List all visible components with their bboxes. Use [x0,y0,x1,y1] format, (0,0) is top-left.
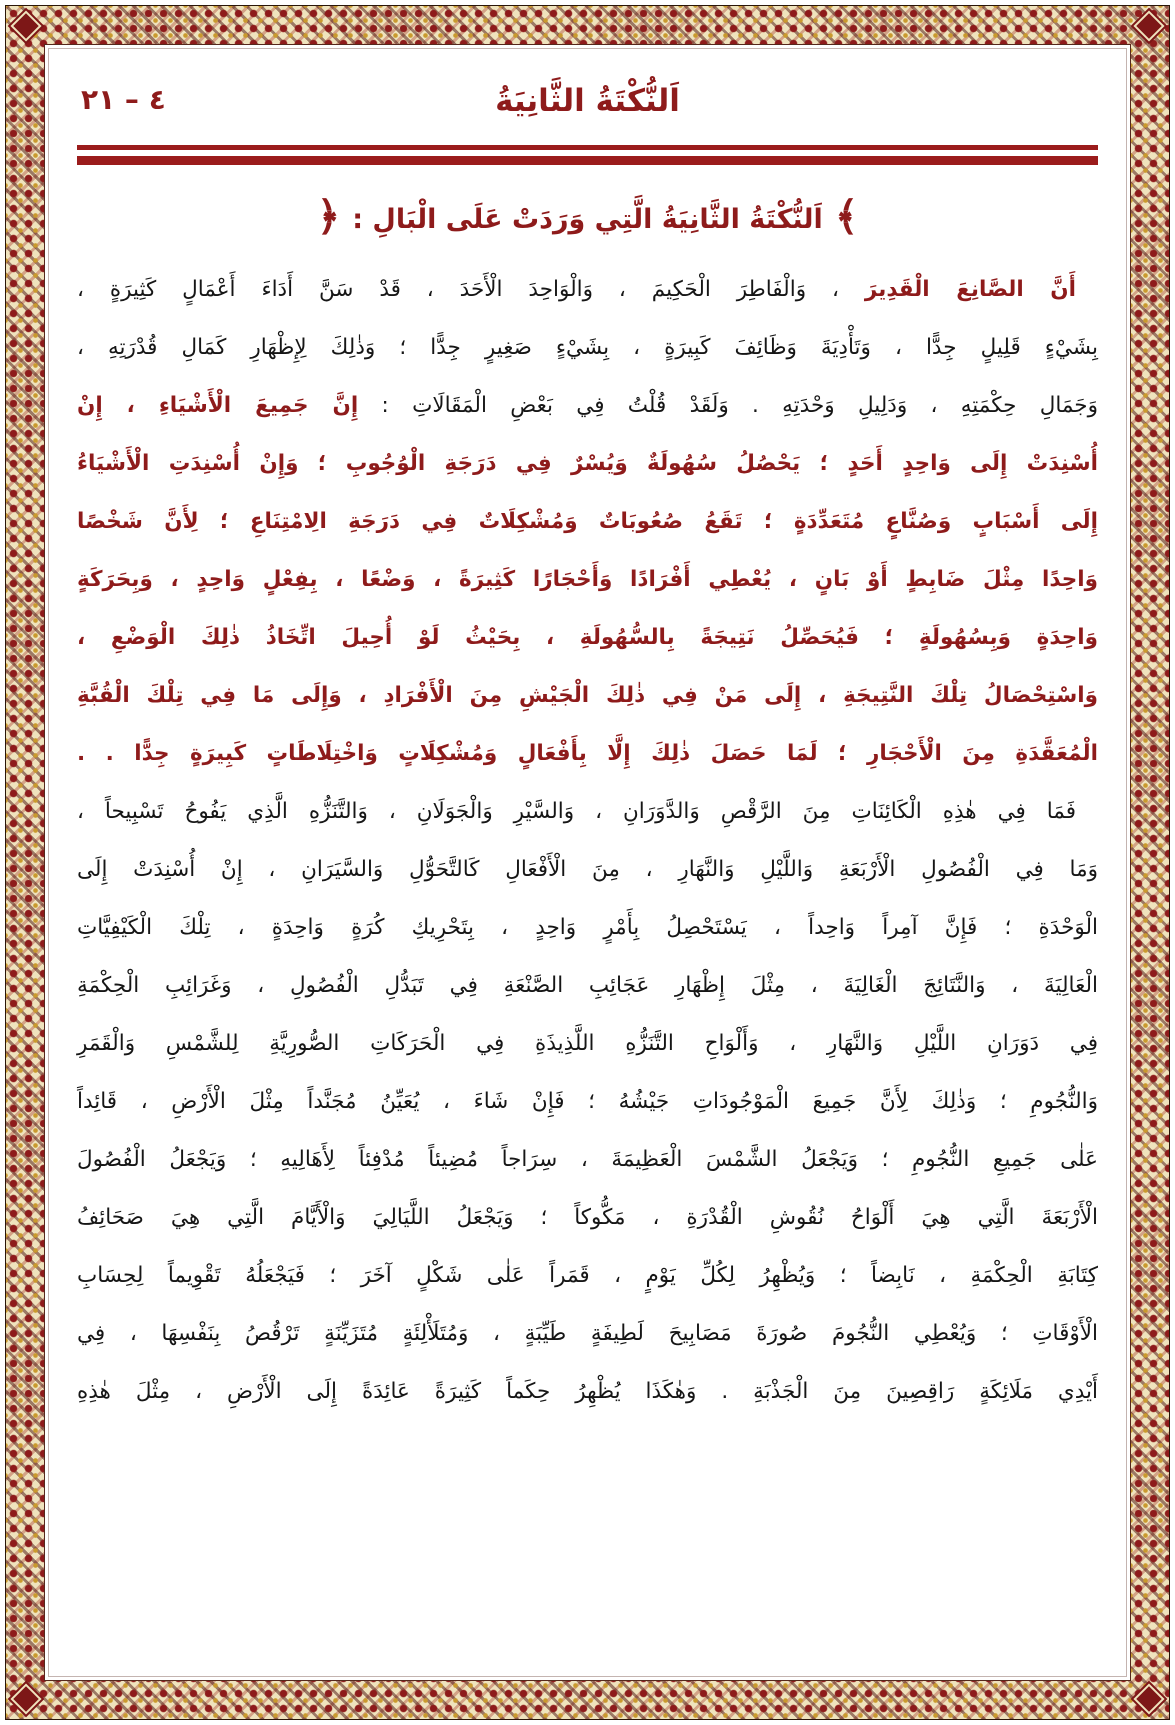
text-line [77,609,1098,667]
text-line [77,957,1098,1015]
text-segment: وَالنُّجُومِ ؛ وَذٰلِكَ لِأَنَّ جَمِيعَ الْمَوْجُودَاتِ جَيْشُهُ ؛ فَإِنْ شَاءَ ، يُعَيِّنُ مُجَنَّداً مِثْلَ الْأَرْضِ ، قَائِداً [77,1089,1098,1114]
border-corner-ornament [13,13,38,38]
text-segment: ، وَالْفَاطِرَ الْحَكِيمَ ، وَالْوَاحِدَ الْأَحَدَ ، قَدْ سَنَّ أَدَاءَ أَعْمَالٍ كَثِيرَةٍ ، [77,277,865,302]
text-segment: عَلٰى جَمِيعِ النُّجُومِ ؛ وَيَجْعَلُ الشَّمْسَ الْعَظِيمَةَ ، سِرَاجاً مُضِيئاً مُدْفِئاً لِأَهَالِيهِ ؛ وَيَجْعَلُ الْفُصُولَ [77,1147,1098,1172]
page-content [45,45,1130,1680]
page-surface [44,44,1131,1681]
text-line [77,783,1098,841]
text-segment: الْأَرْبَعَةَ الَّتِي هِيَ أَلْوَاحُ نُقُوشِ الْقُدْرَةِ ، مَكُّوكاً ؛ وَيَجْعَلُ اللَّيَالِيَ وَالْأَيَّامَ الَّتِي هِيَ صَحَائِفُ [77,1205,1098,1230]
text-segment: الْعَالِيَةَ ، وَالنَّتَائِجَ الْغَالِيَةَ ، مِثْلَ إِظْهَارِ عَجَائِبِ الصَّنْعَةِ فِي تَبَدُّلِ الْفُصُولِ ، وَغَرَائِبِ الْحِكْمَةِ [77,973,1098,998]
text-segment: بِشَيْءٍ قَلِيلٍ جِدًّا ، وَتَأْدِيَةَ وَظَائِفَ كَبِيرَةٍ ، بِشَيْءٍ صَغِيرٍ جِدًّا ؛ وَذٰلِكَ لِإِظْهَارِ كَمَالِ قُدْرَتِهِ ، [77,335,1098,360]
text-line [77,1073,1098,1131]
text-line [77,899,1098,957]
running-head-title: اَلنُّكْتَةُ الثَّانِيَةُ [495,83,680,119]
text-line [77,1131,1098,1189]
text-segment: فَمَا فِي هٰذِهِ الْكَائِنَاتِ مِنَ الرَّقْصِ وَالدَّوَرَانِ ، وَالسَّيْرِ وَالْجَوَلَانِ ، وَالتَّنَزُّهِ الَّذِي يَفُوحُ تَسْبِيحاً ، [77,799,1076,824]
text-line [77,1363,1098,1421]
border-corner-ornament [1136,1686,1161,1711]
text-line [77,551,1098,609]
text-segment: وَمَا فِي الْفُصُولِ الْأَرْبَعَةِ وَاللَّيْلِ وَالنَّهَارِ ، مِنَ الْأَفْعَالِ كَالتَّحَوُّلِ وَالسَّيَرَانِ ، إِنْ أُسْنِدَتْ إِلَى [77,857,1098,882]
text-line [77,1015,1098,1073]
text-line [77,435,1098,493]
text-line [77,1189,1098,1247]
body-text [77,261,1098,1421]
emphasized-text-segment: إِلَى أَسْبَابٍ وَصُنَّاعٍ مُتَعَدِّدَةٍ ؛ تَقَعُ صُعُوبَاتٌ وَمُشْكِلَاتٌ فِي دَرَجَةِ الِامْتِنَاعِ ؛ لِأَنَّ شَخْصًا [77,509,1098,534]
page-header [77,71,1098,135]
emphasized-text-segment: أَنَّ الصَّانِعَ الْقَدِيرَ [864,277,1076,302]
text-line [77,725,1098,783]
divider-rule-thick [77,156,1098,165]
text-segment: كِتَابَةِ الْحِكْمَةِ ، نَابِضاً ؛ وَيُظْهِرُ لِكُلِّ يَوْمٍ ، قَمَراً عَلٰى شَكْلٍ آخَرَ ؛ فَيَجْعَلُهُ تَقْوِيماً لِحِسَابِ [77,1263,1098,1288]
text-line [77,493,1098,551]
text-line [77,261,1098,319]
text-line [77,841,1098,899]
emphasized-text-segment: أُسْنِدَتْ إِلَى وَاحِدٍ أَحَدٍ ؛ يَحْصُلُ سُهُولَةٌ وَيُسْرٌ فِي دَرَجَةِ الْوُجُوبِ ؛ وَإِنْ أُسْنِدَتِ الْأَشْيَاءُ [77,451,1098,476]
emphasized-text-segment: وَاسْتِحْصَالُ تِلْكَ النَّتِيجَةِ ، إِلَى مَنْ فِي ذٰلِكَ الْجَيْشِ مِنَ الْأَفْرَادِ ، وَإِلَى مَا فِي تِلْكَ الْقُبَّةِ [77,683,1098,708]
border-corner-ornament [1136,13,1161,38]
emphasized-text-segment: وَاحِدَةٍ وَبِسُهُولَةٍ ؛ فَيُحَصِّلُ نَتِيجَةً بِالسُّهُولَةِ ، بِحَيْثُ لَوْ أُحِيلَ اتِّخَاذُ ذٰلِكَ الْوَضْعِ ، [77,625,1098,650]
text-segment: الْوَحْدَةِ ؛ فَإِنَّ آمِراً وَاحِداً ، يَسْتَحْصِلُ بِأَمْرٍ وَاحِدٍ ، بِتَحْرِيكِ كُرَةٍ وَاحِدَةٍ ، تِلْكَ الْكَيْفِيَّاتِ [77,915,1098,940]
emphasized-text-segment: وَاحِدًا مِثْلَ ضَابِطٍ أَوْ بَانٍ ، يُعْطِي أَفْرَادًا وَأَحْجَارًا كَثِيرَةً ، وَضْعًا ، بِفِعْلٍ وَاحِدٍ ، وَبِحَرَكَةٍ [77,567,1098,592]
text-segment: أَيْدِي مَلَائِكَةٍ رَاقِصِينَ مِنَ الْجَذْبَةِ . وَهٰكَذَا يُظْهِرُ حِكَماً كَثِيرَةً عَائِدَةً إِلَى الْأَرْضِ ، مِثْلَ هٰذِهِ [77,1379,1098,1404]
ornate-bracket-right-icon: ﴾ [834,194,859,240]
text-line [77,667,1098,725]
ornate-bracket-left-icon: ﴿ [316,194,341,240]
text-segment: وَجَمَالِ حِكْمَتِهِ ، وَدَلِيلِ وَحْدَتِهِ . وَلَقَدْ قُلْتُ فِي بَعْضِ الْمَقَالَاتِ : [358,393,1098,418]
emphasized-text-segment: إِنَّ جَمِيعَ الْأَشْيَاءِ ، إِنْ [77,393,359,418]
emphasized-text-segment: الْمُعَقَّدَةِ مِنَ الْأَحْجَارِ ؛ لَمَا حَصَلَ ذٰلِكَ إِلَّا بِأَفْعَالٍ وَمُشْكِلَاتٍ وَاخْتِلَاطَاتٍ كَبِيرَةٍ جِدًّا . . [77,741,1098,766]
border-corner-ornament [13,1686,38,1711]
ornamental-border [5,5,1170,1720]
text-segment: فِي دَوَرَانِ اللَّيْلِ وَالنَّهَارِ ، وَأَلْوَاحِ التَّنَزُّهِ اللَّذِيذَةِ فِي الْحَرَكَاتِ الصُّورِيَّةِ لِلشَّمْسِ وَالْقَمَرِ [77,1031,1098,1056]
text-segment: الْأَوْقَاتِ ؛ وَيُعْطِي النُّجُومَ صُورَةَ مَصَابِيحَ لَطِيفَةٍ طَيِّبَةٍ ، وَمُتَلَأْلِئَةٍ مُتَزَيِّنَةٍ تَرْقُصُ بِنَفْسِهَا ، فِي [77,1321,1098,1346]
text-line [77,377,1098,435]
text-line [77,1247,1098,1305]
section-heading [77,194,1098,240]
header-divider [77,145,1098,165]
text-line [77,1305,1098,1363]
section-heading-text: اَلنُّكْتَةُ الثَّانِيَةُ الَّتِي وَرَدَتْ عَلَى الْبَالِ : [352,203,823,235]
divider-rule-thin [77,145,1098,150]
text-line [77,319,1098,377]
page-number: ٤ – ٢١ [81,83,166,116]
